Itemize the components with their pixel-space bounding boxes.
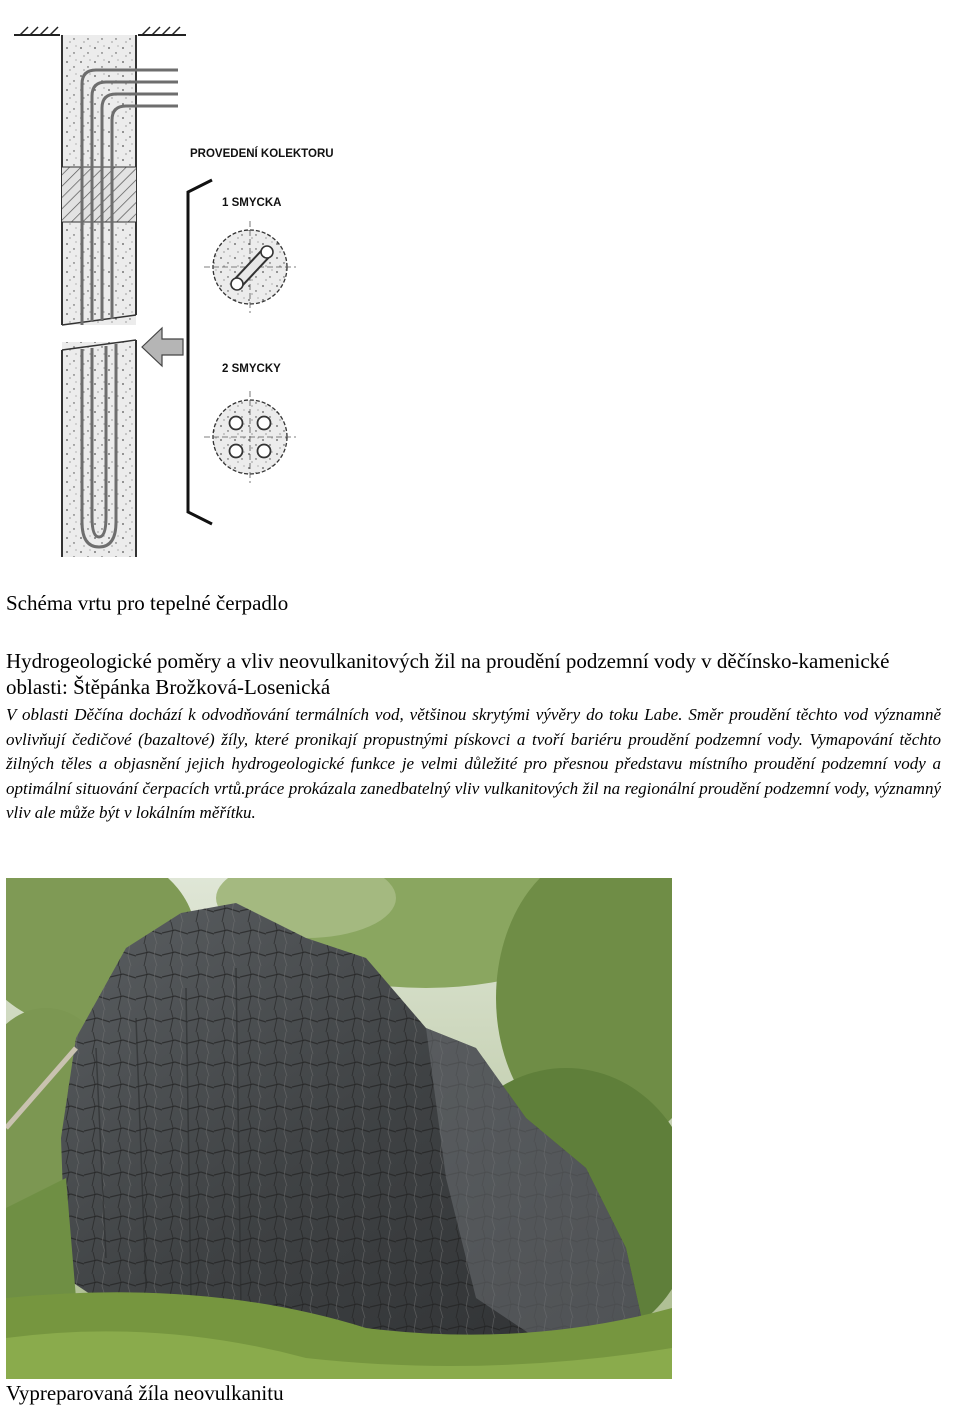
basalt-dyke-photo bbox=[6, 878, 672, 1379]
ground-surface bbox=[14, 27, 186, 35]
diagram-caption: Schéma vrtu pro tepelné čerpadlo bbox=[6, 591, 289, 615]
borehole-diagram-svg bbox=[8, 2, 345, 585]
cross-section-2-loops bbox=[204, 391, 296, 483]
lower-shaft bbox=[62, 340, 136, 557]
loop1-label: 1 SMYCKA bbox=[222, 197, 282, 209]
collector-title: PROVEDENÍ KOLEKTORU bbox=[190, 148, 334, 160]
upper-shaft bbox=[62, 35, 136, 325]
article-abstract: V oblasti Děčína dochází k odvodňování termálních vod, většinou skrytými vývěry do toku Labe. Směr proudění těchto vod významně ovlivňují čedičové (bazaltové) žíly, které pronikají propustnými pískovci a tvoří bariéru proudění podzemní vody. Vymapování těchto žilných těles a objasnění jejich hydrogeologické funkce je velmi důležité pro přesnou představu místního proudění podzemní vody a optimální situování čerpacích vrtů.práce prokázala zanedbatelný vliv vulkanitových žil na regionální proudění podzemní vody, významný vliv ale může být v lokálním měřítku. bbox=[6, 705, 941, 822]
borehole-diagram bbox=[8, 2, 345, 585]
article-heading: Hydrogeologické poměry a vliv neovulkanitových žil na proudění podzemní vody v děčínsko-kamenické oblasti: Štěpánka Brožková-Losenická bbox=[6, 649, 890, 699]
basalt-dyke-photo-svg bbox=[6, 878, 672, 1379]
bracket-line bbox=[188, 180, 212, 524]
loop2-label: 2 SMYCKY bbox=[222, 363, 281, 375]
photo-caption: Vypreparovaná žíla neovulkanitu bbox=[6, 1381, 284, 1405]
cross-section-1-loop bbox=[204, 221, 296, 313]
arrow-left-icon bbox=[142, 328, 183, 366]
